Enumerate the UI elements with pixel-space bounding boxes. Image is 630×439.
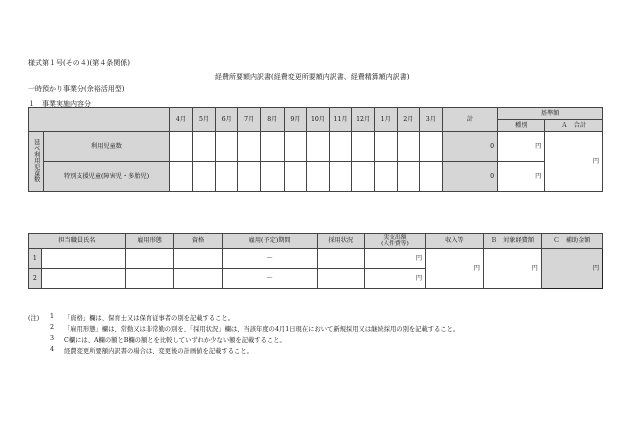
month-header: 7月 — [238, 108, 261, 132]
month-header: 3月 — [420, 108, 443, 132]
total-header: 計 — [442, 108, 497, 132]
month-cell[interactable] — [284, 132, 307, 162]
income-cell[interactable]: 円 — [426, 249, 484, 289]
month-header: 2月 — [397, 108, 420, 132]
actual-expense-cell[interactable]: 円 — [364, 249, 425, 269]
month-header: 6月 — [215, 108, 238, 132]
month-cell[interactable] — [169, 162, 193, 192]
note-text: 経費変更所要額内訳書の場合は、変更後の計画値を記載すること。 — [64, 348, 253, 355]
month-cell[interactable] — [374, 132, 397, 162]
month-cell[interactable] — [215, 132, 238, 162]
qualification-header: 資格 — [174, 234, 222, 249]
row-label: 特別支援児童(障害児・多胎児) — [44, 162, 169, 192]
month-header: 12月 — [352, 108, 375, 132]
month-cell[interactable] — [374, 162, 397, 192]
month-header: 10月 — [307, 108, 330, 132]
b-header: Ｂ 対象経費額 — [483, 234, 541, 249]
c-cell[interactable]: 円 — [541, 249, 602, 289]
period-cell[interactable]: ～ — [222, 249, 317, 269]
month-cell[interactable] — [352, 132, 375, 162]
month-cell[interactable] — [397, 162, 420, 192]
usage-table — [28, 107, 603, 192]
staff-name-cell[interactable] — [41, 269, 125, 289]
document-title: 経費所要額内訳書(経費変更所要額内訳書、経費精算額内訳書) — [215, 73, 410, 81]
note-number: 2 — [50, 324, 55, 331]
month-header: 5月 — [193, 108, 216, 132]
kind-cell[interactable]: 円 — [498, 132, 545, 162]
hiring-status-cell[interactable] — [317, 249, 364, 269]
income-header: 収入等 — [426, 234, 484, 249]
actual-expense-header: 実支出額 (人件費等) — [364, 234, 425, 249]
qualification-cell[interactable] — [174, 249, 222, 269]
hiring-status-header: 採用状況 — [317, 234, 364, 249]
month-cell[interactable] — [193, 162, 216, 192]
corner-cell — [29, 108, 170, 132]
form-id: 様式第１号(その４)(第４条関係) — [28, 59, 130, 67]
month-header: 11月 — [329, 108, 352, 132]
month-cell[interactable] — [307, 162, 330, 192]
c-header: Ｃ 補助金額 — [541, 234, 602, 249]
actual-expense-cell[interactable]: 円 — [364, 269, 425, 289]
kind-cell[interactable]: 円 — [498, 162, 545, 192]
row-total: 0 — [442, 162, 497, 192]
month-cell[interactable] — [238, 132, 261, 162]
month-header: 8月 — [261, 108, 285, 132]
note-number: 1 — [50, 313, 55, 320]
month-cell[interactable] — [193, 132, 216, 162]
note-number: 4 — [50, 346, 55, 353]
month-cell[interactable] — [307, 132, 330, 162]
staff-table — [28, 233, 603, 289]
base-amount-header: 基準額 — [498, 108, 603, 120]
row-number: 2 — [29, 269, 42, 289]
month-cell[interactable] — [169, 132, 193, 162]
month-header: 9月 — [284, 108, 307, 132]
note-text: 「資格」欄は、保育士又は保育従事者の別を記載すること。 — [64, 315, 235, 322]
employment-type-header: 雇用形態 — [125, 234, 173, 249]
kind-header: 種別 — [498, 120, 545, 132]
month-cell[interactable] — [329, 162, 352, 192]
month-cell[interactable] — [261, 132, 285, 162]
month-cell[interactable] — [420, 162, 443, 192]
section-heading: １ 事業実施内容分 — [28, 100, 91, 108]
category-label: 一時預かり事業分(余裕活用型) — [28, 85, 125, 93]
note-number: 3 — [50, 335, 55, 342]
row-number: 1 — [29, 249, 42, 269]
month-cell[interactable] — [215, 162, 238, 192]
month-cell[interactable] — [420, 132, 443, 162]
b-cell[interactable]: 円 — [483, 249, 541, 289]
hiring-status-cell[interactable] — [317, 269, 364, 289]
month-cell[interactable] — [238, 162, 261, 192]
staff-name-cell[interactable] — [41, 249, 125, 269]
period-header: 雇用(予定)期間 — [222, 234, 317, 249]
month-cell[interactable] — [352, 162, 375, 192]
staff-name-header: 担当職員氏名 — [29, 234, 126, 249]
employment-type-cell[interactable] — [125, 249, 173, 269]
month-cell[interactable] — [397, 132, 420, 162]
month-cell[interactable] — [284, 162, 307, 192]
a-total-header: Ａ 合計 — [545, 120, 603, 132]
month-cell[interactable] — [329, 132, 352, 162]
month-cell[interactable] — [261, 162, 285, 192]
a-total-cell[interactable]: 円 — [545, 132, 603, 192]
month-header: 1月 — [374, 108, 397, 132]
notes-label: (注) — [28, 315, 40, 322]
side-label: 延べ利用児童数 — [29, 132, 44, 192]
row-label: 利用児童数 — [44, 132, 169, 162]
period-cell[interactable]: ～ — [222, 269, 317, 289]
employment-type-cell[interactable] — [125, 269, 173, 289]
note-text: C欄には、A欄の額とB欄の額とを比較していずれか少ない額を記載すること。 — [64, 337, 286, 344]
row-total: 0 — [442, 132, 497, 162]
qualification-cell[interactable] — [174, 269, 222, 289]
note-text: 「雇用形態」欄は、常勤又は非常勤の別を、「採用状況」欄は、当該年度の4月1日現在において新規採用又は継続採用の別を記載すること。 — [64, 326, 460, 333]
month-header: 4月 — [169, 108, 193, 132]
